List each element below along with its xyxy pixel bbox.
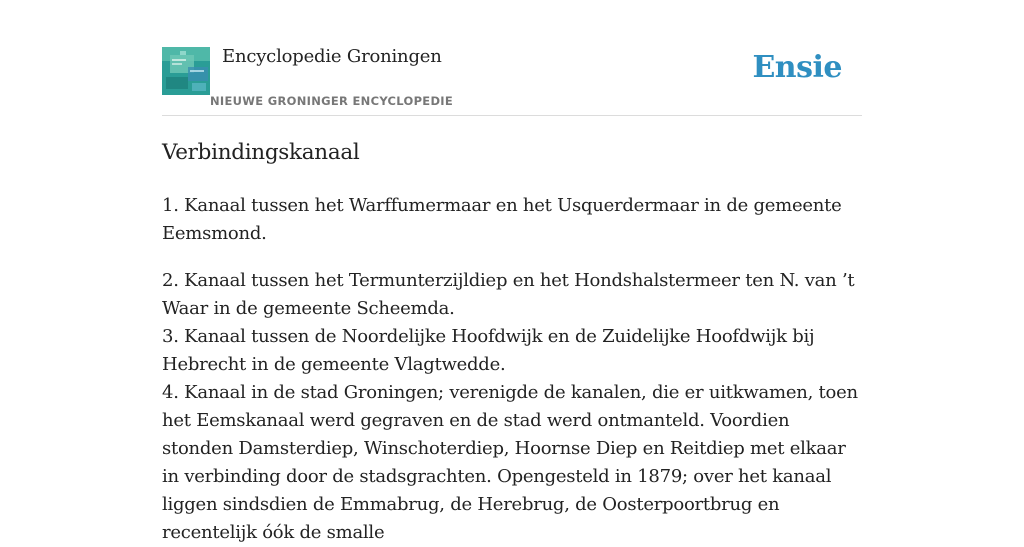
ensie-logo[interactable]: Ensie: [752, 50, 842, 85]
definition-paragraph: 1. Kanaal tussen het Warffumermaar en het Usquerdermaar in de gemeente Eemsmond.: [162, 195, 842, 244]
site-title[interactable]: Encyclopedie Groningen: [222, 46, 442, 67]
map-thumbnail-icon: [162, 47, 210, 95]
encyclopedia-logo[interactable]: [162, 47, 210, 95]
article-body: [162, 192, 862, 547]
definition-paragraph: 4. Kanaal in de stad Groningen; verenigde de kanalen, die er uitkwamen, toen het Eemskanaal werd gegraven en de stad werd ontmanteld. Voordien stonden Damsterdiep, Winschoterdiep, Hoornse Diep en Reitdiep met elkaar in verbinding door de stadsgrachten. Opengesteld in 1879; over het kanaal liggen sindsdien de Emmabrug, de Herebrug, de Oosterpoortbrug en recentelijk óók de smalle: [162, 382, 858, 543]
site-header: [162, 0, 862, 116]
definition-paragraph: 3. Kanaal tussen de Noordelijke Hoofdwijk en de Zuidelijke Hoofdwijk bij Hebrecht in de gemeente Vlagtwedde.: [162, 326, 815, 375]
definition-paragraph: 2. Kanaal tussen het Termunterzijldiep en het Hondshalstermeer ten N. van ’t Waar in de gemeente Scheemda.: [162, 270, 855, 319]
article-title: Verbindingskanaal: [162, 140, 360, 165]
site-subtitle: NIEUWE GRONINGER ENCYCLOPEDIE: [210, 94, 454, 108]
